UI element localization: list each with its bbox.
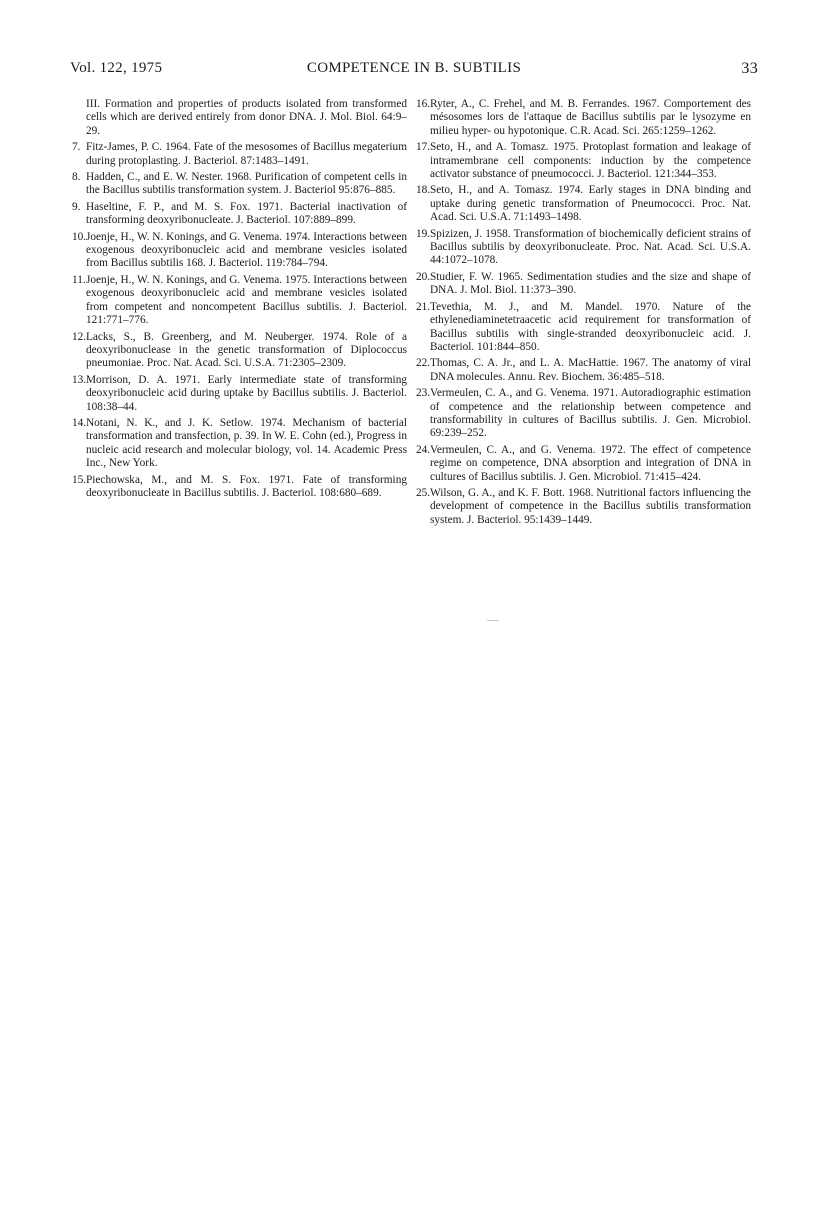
reference-number: 7. [72,141,81,154]
reference-item [416,184,751,224]
reference-text: Haseltine, F. P., and M. S. Fox. 1971. Bacterial inactivation of transforming deoxyribonucleate. J. Bacteriol. 107:889–899. [86,200,407,227]
reference-number: 20. [416,270,431,283]
reference-item [416,228,751,268]
reference-item [72,417,407,471]
reference-number: 18. [416,184,431,197]
reference-text: Vermeulen, C. A., and G. Venema. 1972. The effect of competence regime on competence, DNA absorption and integration of DNA in cultures of Bacillus subtilis. J. Gen. Microbiol. 71:415–424. [430,443,751,483]
reference-text: Fitz-James, P. C. 1964. Fate of the mesosomes of Bacillus megaterium during protoplasting. J. Bacteriol. 87:1483–1491. [86,141,407,167]
reference-number: 24. [416,443,431,456]
reference-text: Lacks, S., B. Greenberg, and M. Neuberger. 1974. Role of a deoxyribonuclease in the genetic transformation of Diplococcus pneumoniae. Proc. Nat. Acad. Sci. U.S.A. 71:2305–2309. [86,330,407,370]
reference-text: Joenje, H., W. N. Konings, and G. Venema. 1974. Interactions between exogenous deoxyribonucleic acid and membrane vesicles isolated from Bacillus subtilis 168. J. Bacteriol. 119:784–794. [86,230,407,270]
references-left-column [72,98,407,503]
reference-item [72,231,407,271]
reference-number: 23. [416,387,431,400]
reference-number: 8. [72,171,81,184]
reference-text: Piechowska, M., and M. S. Fox. 1971. Fate of transforming deoxyribonucleate in Bacillus subtilis. J. Bacteriol. 108:680–689. [86,473,407,499]
reference-item [72,374,407,414]
reference-text: Morrison, D. A. 1971. Early intermediate state of transforming deoxyribonucleic acid during uptake by Bacillus subtilis. J. Bacteriol. 108:38–44. [86,373,407,413]
reference-number: 10. [72,230,87,243]
reference-number: 22. [416,357,431,370]
end-of-article-divider [487,620,499,621]
reference-item [72,141,407,168]
references-right-column [416,98,751,530]
reference-number: 12. [72,330,87,343]
reference-text: Spizizen, J. 1958. Transformation of biochemically deficient strains of Bacillus subtilis by deoxyribonucleate. Proc. Nat. Acad. Sci. U.S.A. 44:1072–1078. [430,227,751,267]
reference-number: 21. [416,300,431,313]
reference-number: 13. [72,373,87,386]
reference-item [72,201,407,228]
page-number: 33 [741,60,758,77]
reference-text: Seto, H., and A. Tomasz. 1974. Early stages in DNA binding and uptake during genetic transformation of Pneumococci. Proc. Nat. Acad. Sci. U.S.A. 71:1493–1498. [430,184,751,224]
reference-item [416,444,751,484]
reference-text: Hadden, C., and E. W. Nester. 1968. Purification of competent cells in the Bacillus subtilis transformation system. J. Bacteriol 95:876–885. [86,171,407,197]
reference-item [416,301,751,355]
reference-item [72,171,407,198]
reference-text: Vermeulen, C. A., and G. Venema. 1971. Autoradiographic estimation of competence and the relationship between competence and transformability in cultures of Bacillus subtilis. J. Gen. Microbiol. 69:239–252. [430,387,751,440]
reference-item [72,331,407,371]
reference-item [416,141,751,181]
reference-item [416,98,751,138]
reference-item [416,387,751,441]
reference-number: 17. [416,141,431,154]
running-header [70,60,758,84]
reference-number: 25. [416,486,431,499]
reference-number: 15. [72,473,87,486]
reference-text: Thomas, C. A. Jr., and L. A. MacHattie. 1967. The anatomy of viral DNA molecules. Annu. Rev. Biochem. 36:485–518. [430,357,751,383]
reference-number: 19. [416,227,431,240]
reference-item [416,271,751,298]
running-title: COMPETENCE IN B. SUBTILIS [306,60,522,76]
reference-text: Notani, N. K., and J. K. Setlow. 1974. Mechanism of bacterial transformation and transfection, p. 39. In W. E. Cohn (ed.), Progress in nucleic acid research and molecular biology, vol. 14. Academic Press Inc., New York. [86,416,407,470]
reference-number: 11. [72,273,86,286]
reference-text: Studier, F. W. 1965. Sedimentation studies and the size and shape of DNA. J. Mol. Biol. 11:373–390. [430,270,751,297]
reference-item [416,357,751,384]
reference-text: Wilson, G. A., and K. F. Bott. 1968. Nutritional factors influencing the development of competence in the Bacillus subtilis transformation system. J. Bacteriol. 95:1439–1449. [430,486,751,526]
reference-number: 16. [416,98,431,110]
reference-text: Tevethia, M. J., and M. Mandel. 1970. Nature of the ethylenediaminetetraacetic acid requirement for transformation of Bacillus subtilis with single-stranded deoxyribonucleic acid. J. Bacteriol. 101:844–850. [430,300,751,353]
reference-item [416,487,751,527]
reference-number: 9. [72,200,81,213]
reference-item [72,474,407,501]
reference-number: 14. [72,416,87,429]
reference-text: Seto, H., and A. Tomasz. 1975. Protoplast formation and leakage of intramembrane cell components: induction by the competence activator substance of pneumococci. J. Bacteriol. 121:344–353. [430,141,751,181]
reference-text: III. Formation and properties of products isolated from transformed cells which are derived entirely from donor DNA. J. Mol. Biol. 64:9–29. [86,98,407,137]
reference-text: Ryter, A., C. Frehel, and M. B. Ferrandes. 1967. Comportement des mésosomes lors de l'attaque de Bacillus subtilis par le lysozyme en milieu hyper- ou hypotonique. C.R. Acad. Sci. 265:1259–1262. [430,98,751,137]
reference-item [72,274,407,328]
reference-text: Joenje, H., W. N. Konings, and G. Venema. 1975. Interactions between exogenous deoxyribonucleic acid and membrane vesicles isolated from competent and noncompetent Bacillus subtilis. J. Bacteriol. 121:771–776. [86,273,407,327]
volume-label: Vol. 122, 1975 [70,60,163,76]
reference-item-6-continued [72,98,407,138]
